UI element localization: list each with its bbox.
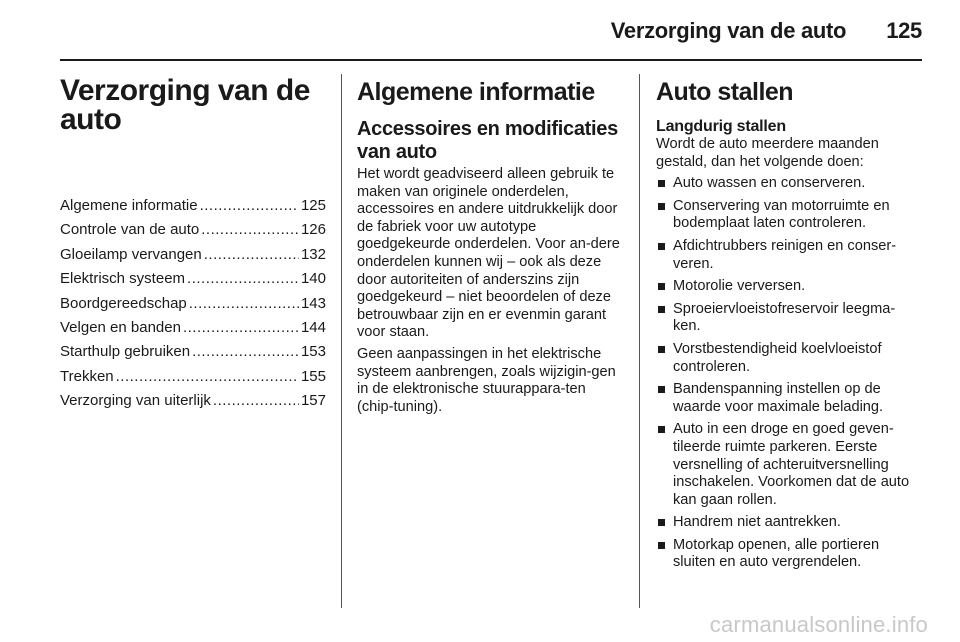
list-item: [656, 421, 918, 509]
toc-item-label: Verzorging van uiterlijk: [60, 392, 211, 410]
toc-column: [60, 76, 326, 414]
toc-leader-dots: [204, 243, 299, 267]
list-item-text: Auto in een droge en goed geven-tileerde ruimte parkeren. Eerste versnelling of achteruitversnelling inschakelen. Voorkomen dat de auto kan gaan rollen.: [673, 421, 910, 508]
bullet-square-icon: [658, 346, 665, 353]
list-item-text: Conservering van motorruimte en bodemplaat laten controleren.: [673, 197, 890, 232]
toc-item-page: 155: [300, 367, 326, 385]
section-title-general: Algemene informatie: [357, 78, 595, 106]
list-item: [656, 514, 918, 532]
general-info-column: [357, 76, 623, 420]
toc-item-page: 132: [300, 245, 326, 263]
list-item-text: Motorkap openen, alle portieren sluiten en auto vergrendelen.: [673, 536, 880, 571]
storage-checklist: [656, 175, 918, 572]
toc-leader-dots: [189, 292, 299, 316]
bullet-square-icon: [658, 243, 665, 250]
toc-leader-dots: [116, 365, 299, 389]
toc-item[interactable]: [60, 292, 326, 316]
toc-item[interactable]: [60, 194, 326, 218]
page-number: 125: [886, 18, 922, 43]
subsection-title-long-storage: Langdurig stallen: [656, 118, 786, 135]
list-item: [656, 537, 918, 572]
list-item-text: Vorstbestendigheid koelvloeistof controleren.: [673, 340, 882, 375]
toc-item-label: Algemene informatie: [60, 197, 198, 214]
toc-item[interactable]: [60, 365, 326, 389]
list-item-text: Sproeiervloeistofreservoir leegma-ken.: [673, 300, 896, 335]
toc-item-label: Controle van de auto: [60, 221, 200, 239]
column-divider-2: [639, 74, 640, 608]
bullet-square-icon: [658, 306, 665, 313]
toc-item-page: 144: [300, 319, 326, 337]
list-item: [656, 198, 918, 233]
toc-leader-dots: [192, 340, 299, 364]
bullet-square-icon: [658, 426, 665, 433]
bullet-square-icon: [658, 386, 665, 393]
toc-leader-dots: [213, 389, 299, 413]
toc-leader-dots: [201, 218, 299, 242]
list-item: [656, 175, 918, 193]
toc-leader-dots: [187, 267, 299, 291]
toc-item[interactable]: [60, 389, 326, 413]
toc-item-page: 140: [300, 270, 326, 288]
toc-leader-dots: [200, 194, 299, 218]
chapter-title: Verzorging van de auto: [60, 74, 310, 136]
list-item: [656, 278, 918, 296]
section-title-storage: Auto stallen: [656, 78, 794, 106]
bullet-square-icon: [658, 519, 665, 526]
toc-item-label: Gloeilamp vervangen: [60, 245, 202, 263]
subsection-title-accessories: Accessoires en modificaties van auto: [357, 118, 618, 163]
toc-item-label: Trekken: [60, 367, 114, 385]
toc-leader-dots: [183, 316, 299, 340]
bullet-square-icon: [658, 203, 665, 210]
header-rule: [60, 59, 922, 61]
toc-item[interactable]: [60, 340, 326, 364]
toc-item-label: Boordgereedschap: [60, 294, 187, 312]
toc-item-page: 143: [300, 294, 326, 312]
list-item-text: Motorolie verversen.: [673, 278, 806, 295]
bullet-square-icon: [658, 180, 665, 187]
column-divider-1: [341, 74, 342, 608]
toc-item-label: Velgen en banden: [60, 319, 181, 337]
list-item-text: Handrem niet aantrekken.: [673, 514, 841, 531]
list-item: [656, 381, 918, 416]
watermark: carmanualsonline.info: [709, 612, 928, 637]
list-item: [656, 238, 918, 273]
paragraph: Het wordt geadviseerd alleen gebruik te maken van originele onderdelen, accessoires en andere uitdrukkelijk door de fabriek voor uw autotype goedgekeurde onderdelen. Voor an-dere onderdelen kunnen wij – ook als deze door autoriteiten of anderszins zijn goedgekeurd – niet beoordelen of deze betrouwbaar zijn en er evenmin garant voor staan.: [357, 166, 620, 341]
toc-item-page: 126: [300, 221, 326, 239]
list-item-text: Afdichtrubbers reinigen en conser-veren.: [673, 237, 897, 272]
list-item-text: Bandenspanning instellen op de waarde voor maximale belading.: [673, 381, 884, 415]
toc-item-label: Elektrisch systeem: [60, 270, 186, 288]
running-head-title: Verzorging van de auto: [610, 18, 847, 43]
page-header: [60, 18, 922, 44]
bullet-square-icon: [658, 283, 665, 290]
toc-item-label: Starthulp gebruiken: [60, 343, 191, 361]
toc-item-page: 125: [300, 197, 326, 214]
table-of-contents: [60, 194, 326, 414]
list-item: [656, 341, 918, 376]
toc-item-page: 157: [300, 392, 326, 410]
toc-item[interactable]: [60, 218, 326, 242]
storage-column: [656, 76, 918, 577]
list-item: [656, 301, 918, 336]
toc-item[interactable]: [60, 267, 326, 291]
paragraph: Geen aanpassingen in het elektrische systeem aanbrengen, zoals wijzigin-gen in de elektronische stuurappara-ten (chip-tuning).: [357, 345, 616, 415]
storage-intro: Wordt de auto meerdere maanden gestald, dan het volgende doen:: [656, 136, 879, 170]
list-item-text: Auto wassen en conserveren.: [673, 175, 866, 192]
toc-item[interactable]: [60, 243, 326, 267]
toc-item-page: 153: [300, 343, 326, 361]
toc-item[interactable]: [60, 316, 326, 340]
bullet-square-icon: [658, 542, 665, 549]
